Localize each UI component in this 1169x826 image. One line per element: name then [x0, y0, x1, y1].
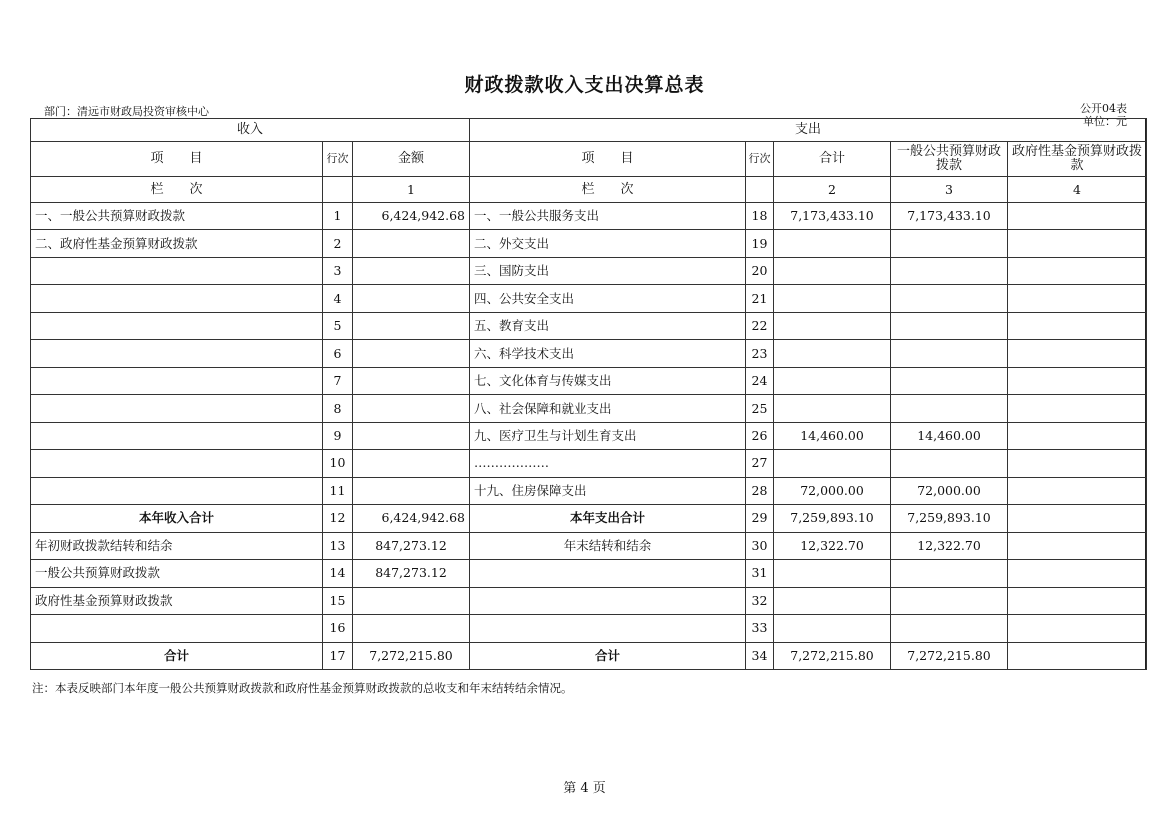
expense-fund	[1008, 505, 1147, 532]
income-amount	[353, 285, 470, 312]
expense-general	[891, 587, 1008, 614]
expense-general: 7,173,433.10	[891, 203, 1008, 230]
header-row-colnums	[31, 177, 1147, 203]
expense-fund	[1008, 477, 1147, 504]
table-row-total	[31, 642, 1147, 670]
expense-item	[470, 615, 746, 642]
expense-col-blank	[746, 177, 774, 203]
income-col-label: 栏 次	[31, 177, 323, 203]
expense-item: 一、一般公共服务支出	[470, 203, 746, 230]
expense-col-label: 栏 次	[470, 177, 746, 203]
income-row-no: 13	[323, 532, 353, 559]
expense-section-header: 支出	[470, 119, 1147, 142]
expense-fund	[1008, 367, 1147, 394]
expense-item: ………………	[470, 450, 746, 477]
expense-item: 二、外交支出	[470, 230, 746, 257]
expense-fund	[1008, 230, 1147, 257]
expense-total: 14,460.00	[774, 422, 891, 449]
expense-fund	[1008, 587, 1147, 614]
expense-total	[774, 230, 891, 257]
expense-item: 九、医疗卫生与计划生育支出	[470, 422, 746, 449]
income-item: 二、政府性基金预算财政拨款	[31, 230, 323, 257]
income-item-header: 项 目	[31, 142, 323, 177]
department-label: 部门：清远市财政局投资审核中心	[44, 105, 209, 118]
income-item: 一、一般公共预算财政拨款	[31, 203, 323, 230]
income-amount: 847,273.12	[353, 532, 470, 559]
table-row	[31, 560, 1147, 587]
table-row	[31, 312, 1147, 339]
expense-row-no: 25	[746, 395, 774, 422]
table-row	[31, 257, 1147, 284]
expense-total	[774, 615, 891, 642]
table-row	[31, 450, 1147, 477]
income-item	[31, 395, 323, 422]
expense-row-no: 29	[746, 505, 774, 532]
income-amount: 6,424,942.68	[353, 203, 470, 230]
expense-general	[891, 230, 1008, 257]
expense-row-no: 34	[746, 642, 774, 670]
unit-label: 单位：元	[1083, 115, 1127, 128]
income-row-no: 11	[323, 477, 353, 504]
expense-fund	[1008, 532, 1147, 559]
income-amount	[353, 340, 470, 367]
expense-item: 年末结转和结余	[470, 532, 746, 559]
expense-general: 7,272,215.80	[891, 642, 1008, 670]
income-amount	[353, 587, 470, 614]
income-item	[31, 477, 323, 504]
expense-general	[891, 257, 1008, 284]
expense-general: 12,322.70	[891, 532, 1008, 559]
expense-total	[774, 285, 891, 312]
income-subtotal-label: 本年收入合计	[31, 505, 323, 532]
income-row-no: 8	[323, 395, 353, 422]
expense-total	[774, 587, 891, 614]
income-row-no: 5	[323, 312, 353, 339]
income-amount	[353, 450, 470, 477]
expense-fund	[1008, 312, 1147, 339]
income-item: 一般公共预算财政拨款	[31, 560, 323, 587]
income-item	[31, 340, 323, 367]
income-section-header: 收入	[31, 119, 470, 142]
income-amount	[353, 367, 470, 394]
income-amount	[353, 615, 470, 642]
income-item	[31, 285, 323, 312]
expense-general	[891, 560, 1008, 587]
income-row-no: 2	[323, 230, 353, 257]
income-item	[31, 257, 323, 284]
expense-total: 7,173,433.10	[774, 203, 891, 230]
income-amount	[353, 422, 470, 449]
table-row	[31, 340, 1147, 367]
income-item	[31, 312, 323, 339]
expense-row-no: 27	[746, 450, 774, 477]
expense-general: 7,259,893.10	[891, 505, 1008, 532]
table-row	[31, 230, 1147, 257]
form-code: 公开04表	[1080, 102, 1127, 115]
expense-row-no: 21	[746, 285, 774, 312]
header-row-columns	[31, 142, 1147, 177]
expense-total	[774, 340, 891, 367]
income-item	[31, 422, 323, 449]
income-row-no: 16	[323, 615, 353, 642]
table-row	[31, 395, 1147, 422]
expense-total	[774, 312, 891, 339]
expense-item: 六、科学技术支出	[470, 340, 746, 367]
expense-fund	[1008, 642, 1147, 670]
expense-row-no: 31	[746, 560, 774, 587]
income-amount	[353, 230, 470, 257]
income-row-no: 9	[323, 422, 353, 449]
table-row	[31, 367, 1147, 394]
expense-total: 72,000.00	[774, 477, 891, 504]
expense-row-no: 28	[746, 477, 774, 504]
expense-total	[774, 257, 891, 284]
expense-total	[774, 560, 891, 587]
expense-fund	[1008, 422, 1147, 449]
expense-fund	[1008, 340, 1147, 367]
expense-item: 四、公共安全支出	[470, 285, 746, 312]
expense-total: 7,272,215.80	[774, 642, 891, 670]
income-amount-header: 金额	[353, 142, 470, 177]
income-row-no: 17	[323, 642, 353, 670]
budget-table	[30, 118, 1147, 670]
expense-item: 三、国防支出	[470, 257, 746, 284]
expense-total	[774, 367, 891, 394]
income-row-no: 10	[323, 450, 353, 477]
table-row	[31, 532, 1147, 559]
expense-total: 7,259,893.10	[774, 505, 891, 532]
income-item	[31, 615, 323, 642]
income-row-no: 12	[323, 505, 353, 532]
income-amount: 6,424,942.68	[353, 505, 470, 532]
expense-item-header: 项 目	[470, 142, 746, 177]
expense-item: 七、文化体育与传媒支出	[470, 367, 746, 394]
table-row	[31, 615, 1147, 642]
page-title: 财政拨款收入支出决算总表	[464, 74, 705, 96]
expense-row-no: 18	[746, 203, 774, 230]
expense-total	[774, 450, 891, 477]
fund-budget-header: 政府性基金预算财政拨款	[1008, 142, 1147, 177]
expense-row-no: 30	[746, 532, 774, 559]
expense-general	[891, 615, 1008, 642]
expense-fund	[1008, 395, 1147, 422]
income-row-no: 15	[323, 587, 353, 614]
table-row-subtotal	[31, 505, 1147, 532]
expense-general	[891, 340, 1008, 367]
expense-item	[470, 560, 746, 587]
income-row-no: 3	[323, 257, 353, 284]
expense-general	[891, 285, 1008, 312]
expense-general	[891, 450, 1008, 477]
income-row-no: 6	[323, 340, 353, 367]
col-num-1: 1	[353, 177, 470, 203]
expense-row-no: 26	[746, 422, 774, 449]
table-row	[31, 422, 1147, 449]
income-item	[31, 450, 323, 477]
expense-general	[891, 395, 1008, 422]
expense-row-no: 32	[746, 587, 774, 614]
expense-row-no: 22	[746, 312, 774, 339]
expense-fund	[1008, 560, 1147, 587]
page-number: 第 4 页	[563, 781, 606, 796]
header-row-sections	[31, 119, 1147, 142]
general-budget-header: 一般公共预算财政拨款	[891, 142, 1008, 177]
expense-fund	[1008, 203, 1147, 230]
expense-item: 十九、住房保障支出	[470, 477, 746, 504]
expense-subtotal-label: 本年支出合计	[470, 505, 746, 532]
expense-total-label: 合计	[470, 642, 746, 670]
expense-total-header: 合计	[774, 142, 891, 177]
expense-item: 八、社会保障和就业支出	[470, 395, 746, 422]
expense-fund	[1008, 450, 1147, 477]
col-num-4: 4	[1008, 177, 1147, 203]
income-row-no: 1	[323, 203, 353, 230]
footnote: 注：本表反映部门本年度一般公共预算财政拨款和政府性基金预算财政拨款的总收支和年末结转结余情况。	[32, 681, 573, 695]
col-num-3: 3	[891, 177, 1008, 203]
income-row-no: 14	[323, 560, 353, 587]
income-col-blank	[323, 177, 353, 203]
income-amount: 847,273.12	[353, 560, 470, 587]
income-amount	[353, 257, 470, 284]
col-num-2: 2	[774, 177, 891, 203]
expense-row-no: 19	[746, 230, 774, 257]
income-item	[31, 367, 323, 394]
expense-fund	[1008, 285, 1147, 312]
income-row-no: 4	[323, 285, 353, 312]
expense-fund	[1008, 257, 1147, 284]
expense-general: 72,000.00	[891, 477, 1008, 504]
expense-item	[470, 587, 746, 614]
income-total-label: 合计	[31, 642, 323, 670]
expense-item: 五、教育支出	[470, 312, 746, 339]
table-row	[31, 285, 1147, 312]
income-item: 政府性基金预算财政拨款	[31, 587, 323, 614]
expense-rowno-header: 行次	[746, 142, 774, 177]
expense-general	[891, 312, 1008, 339]
income-amount	[353, 312, 470, 339]
expense-row-no: 24	[746, 367, 774, 394]
income-amount: 7,272,215.80	[353, 642, 470, 670]
table-row	[31, 203, 1147, 230]
expense-row-no: 33	[746, 615, 774, 642]
expense-total: 12,322.70	[774, 532, 891, 559]
table-row	[31, 477, 1147, 504]
expense-general	[891, 367, 1008, 394]
income-row-no: 7	[323, 367, 353, 394]
expense-total	[774, 395, 891, 422]
expense-row-no: 23	[746, 340, 774, 367]
income-item: 年初财政拨款结转和结余	[31, 532, 323, 559]
income-amount	[353, 477, 470, 504]
expense-row-no: 20	[746, 257, 774, 284]
expense-fund	[1008, 615, 1147, 642]
table-row	[31, 587, 1147, 614]
expense-general: 14,460.00	[891, 422, 1008, 449]
income-amount	[353, 395, 470, 422]
income-rowno-header: 行次	[323, 142, 353, 177]
